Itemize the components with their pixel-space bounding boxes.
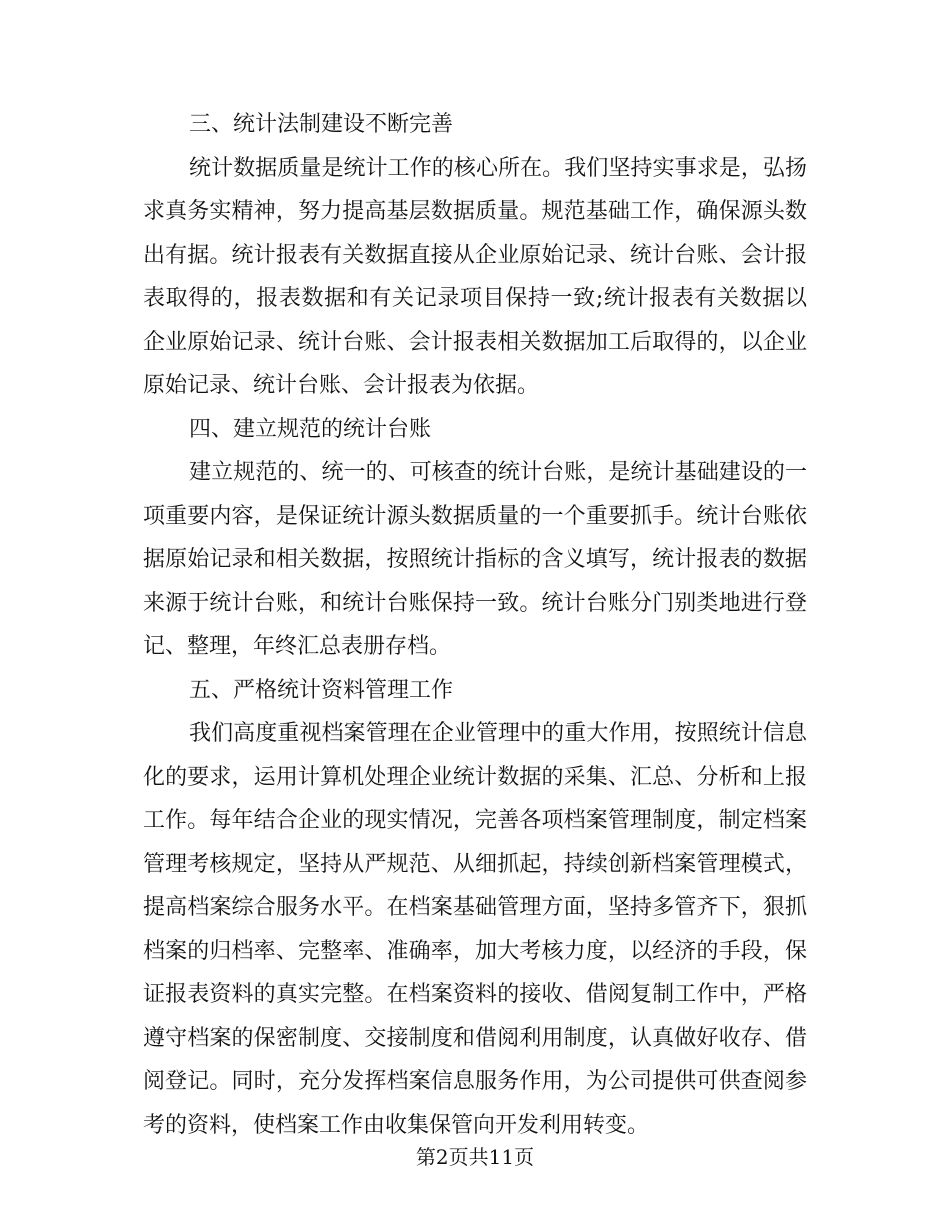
section-paragraph-data-quality: 统计数据质量是统计工作的核心所在。我们坚持实事求是，弘扬求真务实精神，努力提高基层数据质量。规范基础工作，确保源头数出有据。统计报表有关数据直接从企业原始记录、统计台账、会计报表取得的，报表数据和有关记录项目保持一致;统计报表有关数据以企业原始记录、统计台账、会计报表相关数据加工后取得的，以企业原始记录、统计台账、会计报表为依据。 [143, 155, 807, 398]
section-heading-archive-management: 五、严格统计资料管理工作 [189, 677, 454, 703]
section-heading-statistics-ledger: 四、建立规范的统计台账 [189, 416, 432, 442]
document-body [143, 103, 807, 1147]
page-number: 第2页共11页 [415, 1145, 535, 1169]
section-paragraph-archive: 我们高度重视档案管理在企业管理中的重大作用，按照统计信息化的要求，运用计算机处理企业统计数据的采集、汇总、分析和上报工作。每年结合企业的现实情况，完善各项档案管理制度，制定档案管理考核规定，坚持从严规范、从细抓起，持续创新档案管理模式，提高档案综合服务水平。在档案基础管理方面，坚持多管齐下，狠抓档案的归档率、完整率、准确率，加大考核力度，以经济的手段，保证报表资料的真实完整。在档案资料的接收、借阅复制工作中，严格遵守档案的保密制度、交接制度和借阅利用制度，认真做好收存、借阅登记。同时，充分发挥档案信息服务作用，为公司提供可供查阅参考的资料，使档案工作由收集保管向开发利用转变。 [143, 721, 807, 1138]
section-paragraph-ledger: 建立规范的、统一的、可核查的统计台账，是统计基础建设的一项重要内容，是保证统计源头数据质量的一个重要抓手。统计台账依据原始记录和相关数据，按照统计指标的含义填写，统计报表的数据来源于统计台账，和统计台账保持一致。统计台账分门别类地进行登记、整理，年终汇总表册存档。 [143, 460, 807, 659]
section-heading-statistics-legal-system: 三、统计法制建设不断完善 [189, 112, 454, 137]
